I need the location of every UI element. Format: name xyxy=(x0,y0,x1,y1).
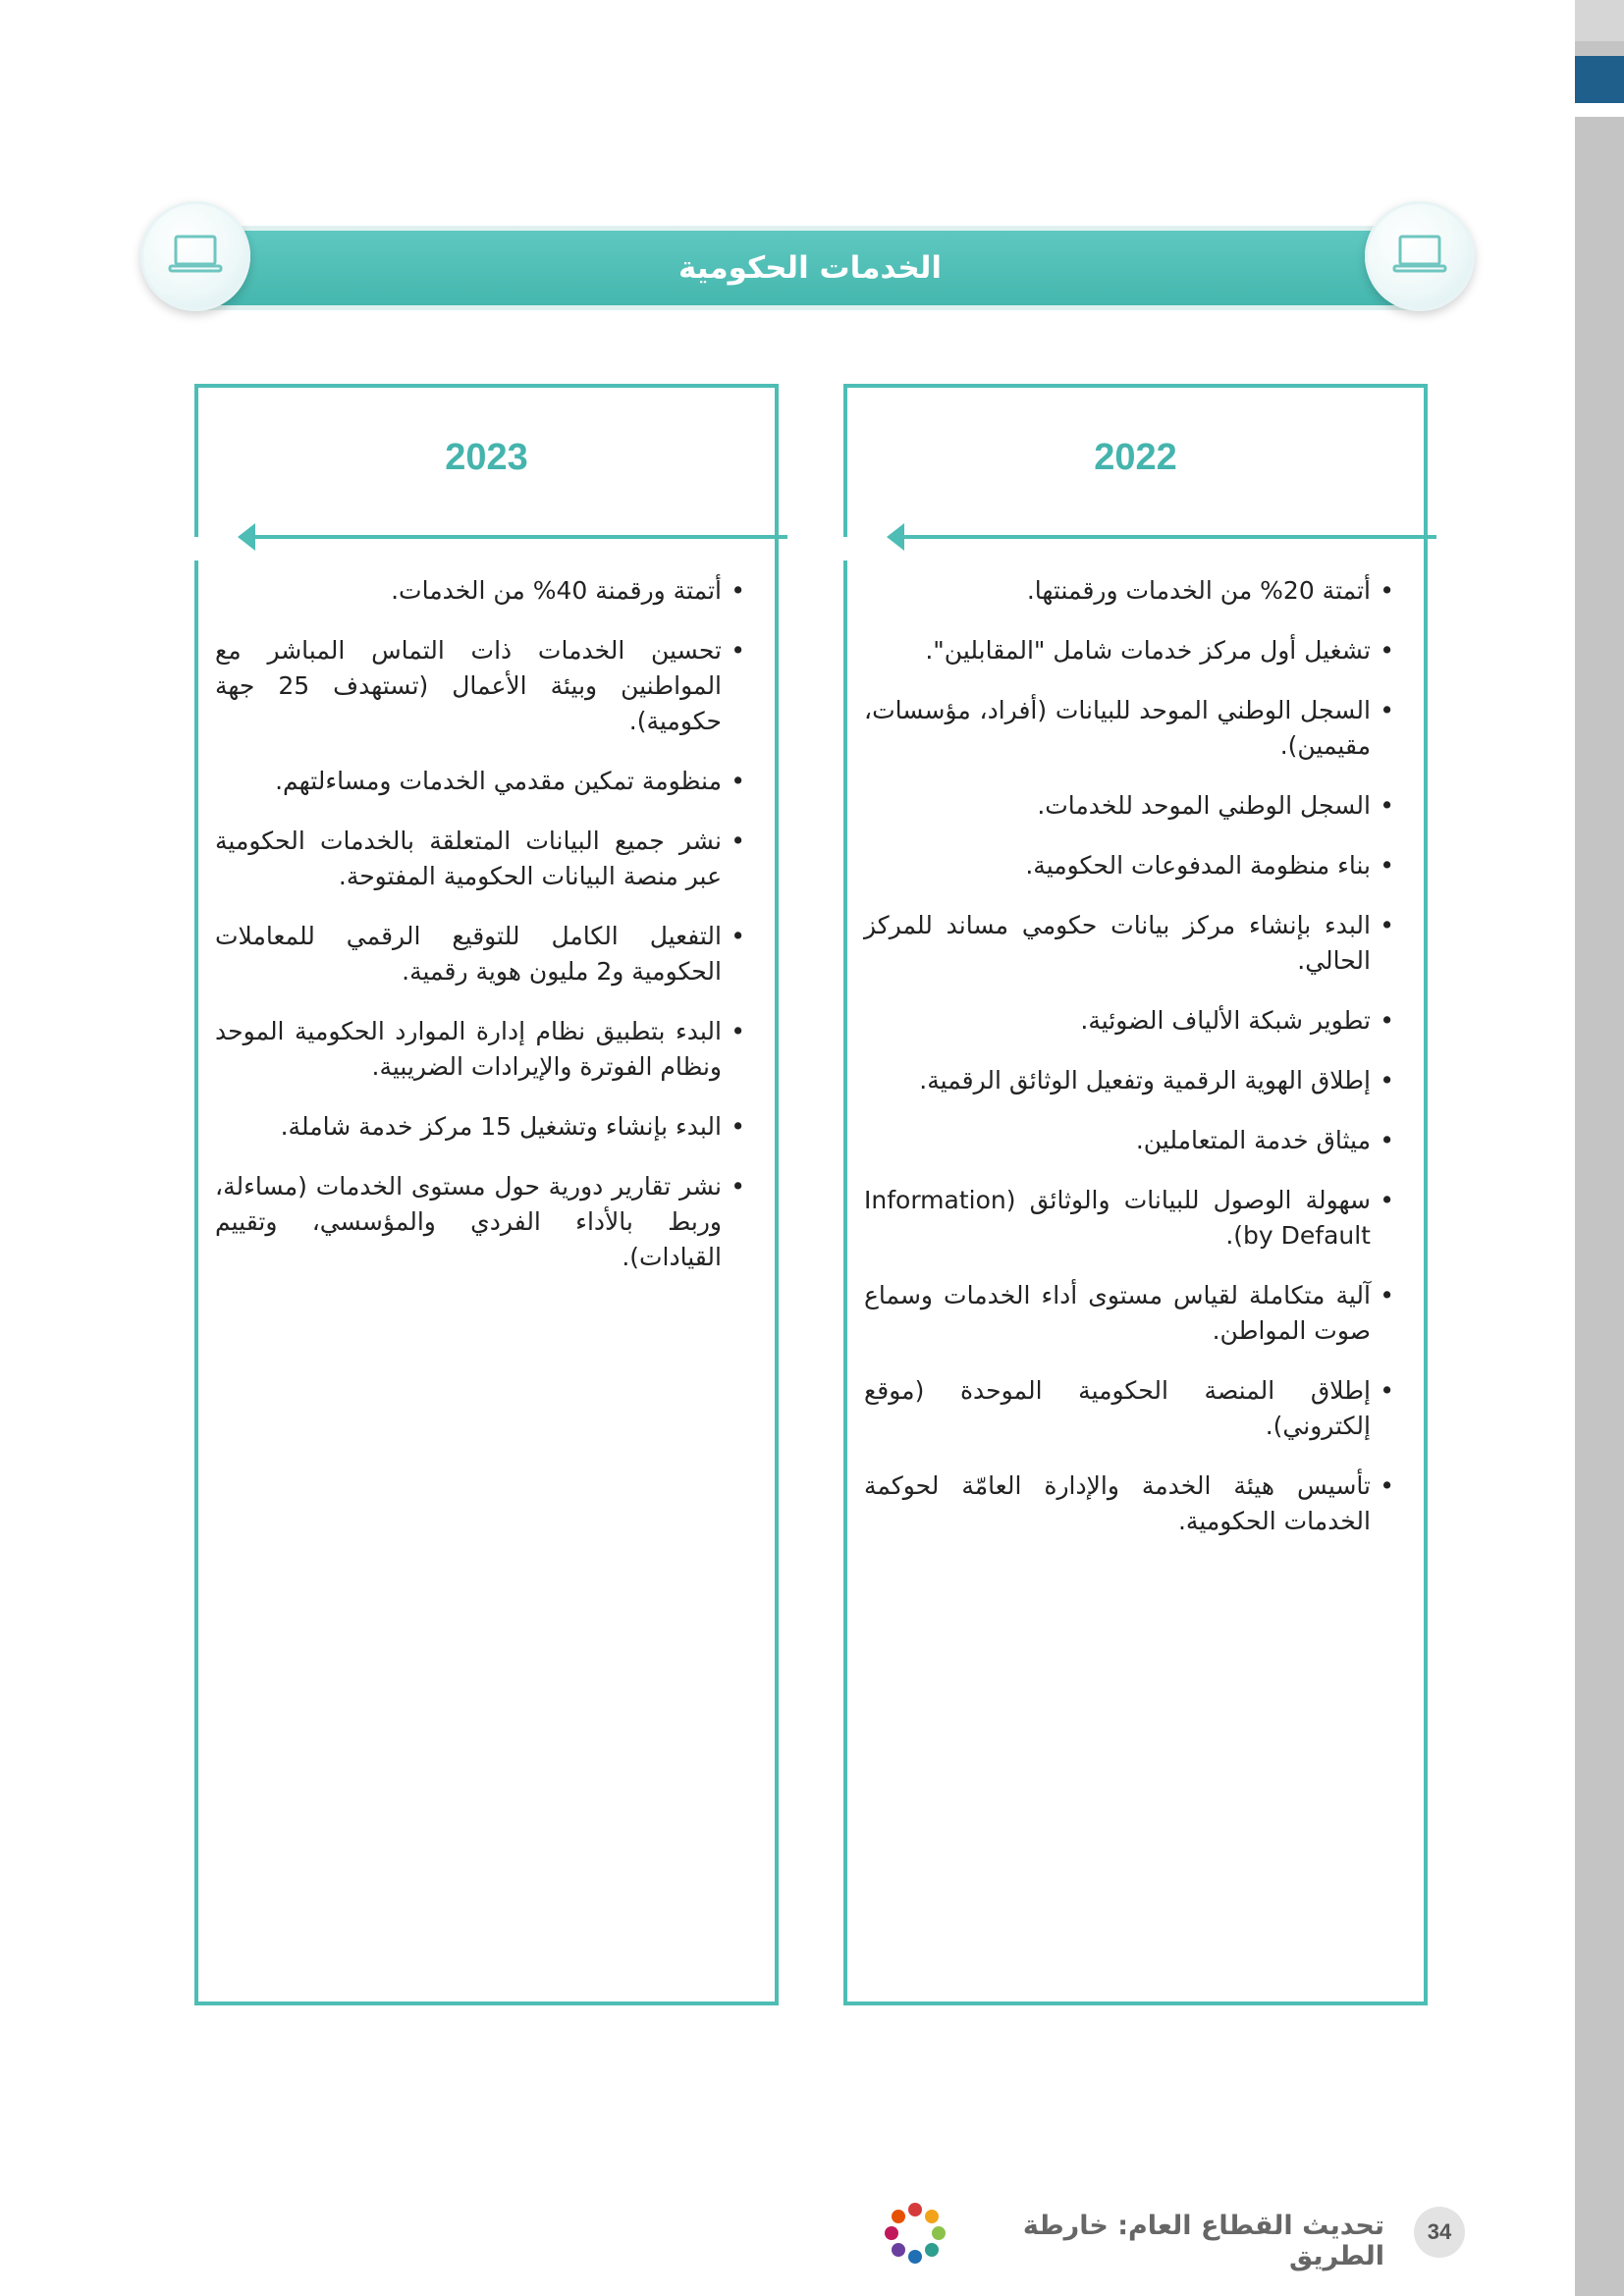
list-item-text: منظومة تمكين مقدمي الخدمات ومساءلتهم. xyxy=(275,767,722,795)
laptop-icon xyxy=(140,201,250,311)
footer-title: تحديث القطاع العام: خارطة الطريق xyxy=(1022,2211,1384,2271)
list-item xyxy=(215,1169,745,1275)
list-item-text: آلية متكاملة لقياس مستوى أداء الخدمات وسماع صوت المواطن. xyxy=(864,1281,1371,1345)
laptop-icon xyxy=(1365,201,1475,311)
section-banner xyxy=(187,231,1434,305)
list-item-text: ميثاق خدمة المتعاملين. xyxy=(1135,1126,1371,1154)
list-item-text: بناء منظومة المدفوعات الحكومية. xyxy=(1025,851,1371,880)
list-item xyxy=(215,919,745,989)
list-item xyxy=(215,1109,745,1145)
list-item-text: نشر تقارير دورية حول مستوى الخدمات (مساءلة، وربط بالأداء الفردي والمؤسسي، وتقييم القيادات). xyxy=(215,1172,722,1271)
list-item-text: أتمتة 20% من الخدمات ورقمنتها. xyxy=(1026,576,1371,605)
timeline-arrow-icon xyxy=(238,519,787,555)
milestone-list xyxy=(215,573,745,1300)
list-item-text: البدء بإنشاء وتشغيل 15 مركز خدمة شاملة. xyxy=(280,1112,722,1141)
list-item-text: السجل الوطني الموحد للخدمات. xyxy=(1037,791,1371,820)
list-item xyxy=(864,1373,1394,1444)
list-item-text: السجل الوطني الموحد للبيانات (أفراد، مؤسسات، مقيمين). xyxy=(864,696,1371,760)
bullet-icon: • xyxy=(1380,1281,1394,1309)
list-item-text: أتمتة ورقمنة 40% من الخدمات. xyxy=(391,576,722,605)
list-item-text: نشر جميع البيانات المتعلقة بالخدمات الحكومية عبر منصة البيانات الحكومية المفتوحة. xyxy=(215,827,722,890)
bullet-icon: • xyxy=(1380,1186,1394,1214)
list-item xyxy=(215,573,745,609)
bullet-icon: • xyxy=(731,767,745,795)
bullet-icon: • xyxy=(1380,1126,1394,1154)
list-item xyxy=(864,1278,1394,1349)
list-item-text: التفعيل الكامل للتوقيع الرقمي للمعاملات الحكومية و2 مليون هوية رقمية. xyxy=(215,922,722,986)
list-item-text: تطوير شبكة الألياف الضوئية. xyxy=(1080,1006,1371,1035)
list-item xyxy=(215,633,745,739)
list-item xyxy=(864,1468,1394,1539)
list-item xyxy=(864,1003,1394,1039)
bullet-icon: • xyxy=(731,1172,745,1201)
page-number: 34 xyxy=(1414,2207,1465,2258)
list-item xyxy=(864,693,1394,764)
bullet-icon: • xyxy=(1380,1376,1394,1405)
list-item xyxy=(864,1183,1394,1254)
list-item xyxy=(864,1063,1394,1098)
list-item xyxy=(215,764,745,799)
side-strip-top xyxy=(1575,0,1624,41)
list-item-text: إطلاق المنصة الحكومية الموحدة (موقع إلكتروني). xyxy=(864,1376,1371,1440)
list-item-text: سهولة الوصول للبيانات والوثائق (Information by Default). xyxy=(864,1186,1371,1250)
bullet-icon: • xyxy=(1380,576,1394,605)
bullet-icon: • xyxy=(1380,911,1394,939)
bullet-icon: • xyxy=(731,1017,745,1045)
side-strip xyxy=(1575,0,1624,2296)
bullet-icon: • xyxy=(1380,1066,1394,1095)
list-item xyxy=(864,633,1394,668)
bullet-icon: • xyxy=(731,1112,745,1141)
timeline-arrow-icon xyxy=(887,519,1436,555)
section-tab-marker xyxy=(1575,56,1624,103)
bullet-icon: • xyxy=(1380,636,1394,665)
side-strip-gap xyxy=(1575,103,1624,117)
list-item-text: البدء بإنشاء مركز بيانات حكومي مساند للمركز الحالي. xyxy=(864,911,1371,975)
list-item-text: تحسين الخدمات ذات التماس المباشر مع المواطنين وبيئة الأعمال (تستهدف 25 جهة حكومية). xyxy=(215,636,723,735)
bullet-icon: • xyxy=(731,827,745,855)
list-item-text: إطلاق الهوية الرقمية وتفعيل الوثائق الرقمية. xyxy=(919,1066,1371,1095)
bullet-icon: • xyxy=(1380,851,1394,880)
list-item-text: تشغيل أول مركز خدمات شامل "المقابلين". xyxy=(925,636,1371,665)
bullet-icon: • xyxy=(1380,1471,1394,1500)
bullet-icon: • xyxy=(731,922,745,950)
list-item xyxy=(215,1014,745,1085)
list-item xyxy=(215,824,745,894)
milestone-list xyxy=(864,573,1394,1564)
bullet-icon: • xyxy=(1380,791,1394,820)
list-item xyxy=(864,848,1394,883)
section-title: الخدمات الحكومية xyxy=(677,250,942,286)
bullet-icon: • xyxy=(731,576,745,605)
year-column-2023 xyxy=(194,384,779,2005)
year-column-2022 xyxy=(843,384,1428,2005)
modernization-logo xyxy=(876,2194,954,2272)
list-item xyxy=(864,788,1394,824)
list-item xyxy=(864,1123,1394,1158)
bullet-icon: • xyxy=(1380,1006,1394,1035)
list-item xyxy=(864,908,1394,979)
year-heading: 2022 xyxy=(1094,437,1177,478)
list-item-text: البدء بتطبيق نظام إدارة الموارد الحكومية الموحد ونظام الفوترة والإيرادات الضريبية. xyxy=(215,1017,722,1081)
list-item xyxy=(864,573,1394,609)
bullet-icon: • xyxy=(1380,696,1394,724)
bullet-icon: • xyxy=(731,636,745,665)
year-heading: 2023 xyxy=(445,437,528,478)
list-item-text: تأسيس هيئة الخدمة والإدارة العامّة لحوكمة الخدمات الحكومية. xyxy=(864,1471,1371,1535)
